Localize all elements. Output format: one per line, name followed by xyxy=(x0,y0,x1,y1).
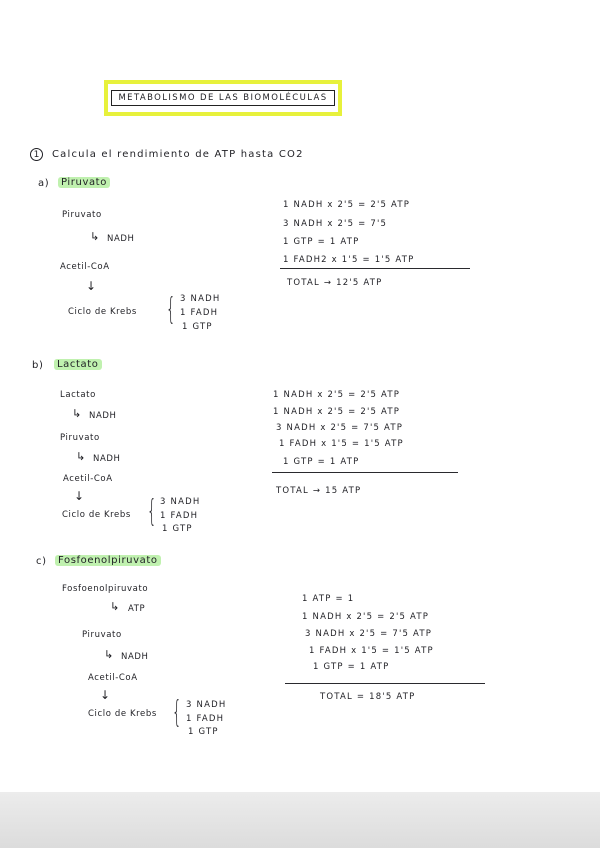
c-step-krebs: Ciclo de Krebs xyxy=(88,709,157,719)
b-total: TOTAL → 15 ATP xyxy=(276,486,362,496)
exercise-number: 1 xyxy=(30,148,43,161)
a-calc-line: 1 FADH2 x 1'5 = 1'5 ATP xyxy=(283,255,415,265)
b-calc-line: 1 GTP = 1 ATP xyxy=(283,457,360,467)
sum-rule xyxy=(280,268,470,269)
branch-arrow-icon: ↳ xyxy=(90,230,100,243)
b-krebs-product: 1 FADH xyxy=(160,511,199,521)
b-calc-line: 3 NADH x 2'5 = 7'5 ATP xyxy=(276,423,404,433)
brace-icon: { xyxy=(166,292,176,327)
b-krebs-product: 1 GTP xyxy=(162,524,193,534)
branch-arrow-icon: ↳ xyxy=(72,407,82,420)
a-step-krebs: Ciclo de Krebs xyxy=(68,307,137,317)
a-calc-line: 3 NADH x 2'5 = 7'5 xyxy=(283,219,388,229)
section-c-heading: Fosfoenolpiruvato xyxy=(55,555,161,566)
sum-rule xyxy=(272,472,458,473)
a-krebs-product: 1 GTP xyxy=(182,322,213,332)
a-krebs-product: 3 NADH xyxy=(180,294,221,304)
b-calc-line: 1 FADH x 1'5 = 1'5 ATP xyxy=(279,439,404,449)
b-krebs-product: 3 NADH xyxy=(160,497,201,507)
c-krebs-product: 1 FADH xyxy=(186,714,225,724)
c-calc-line: 1 GTP = 1 ATP xyxy=(313,662,390,672)
section-a-heading: Piruvato xyxy=(58,177,110,188)
a-calc-line: 1 NADH x 2'5 = 2'5 ATP xyxy=(283,200,411,210)
branch-arrow-icon: ↳ xyxy=(104,648,114,661)
a-step-piruvato: Piruvato xyxy=(62,210,102,220)
brace-icon: { xyxy=(172,695,182,730)
section-b-heading: Lactato xyxy=(54,359,102,370)
brace-icon: { xyxy=(147,494,157,529)
c-calc-line: 3 NADH x 2'5 = 7'5 ATP xyxy=(305,629,433,639)
b-step-lactato: Lactato xyxy=(60,390,96,400)
b-calc-line: 1 NADH x 2'5 = 2'5 ATP xyxy=(273,390,401,400)
down-arrow-icon: ↓ xyxy=(74,489,85,503)
c-step-atp: ATP xyxy=(128,604,146,614)
page-title: METABOLISMO DE LAS BIOMOLÉCULAS xyxy=(111,90,334,106)
section-a-label: a) xyxy=(38,178,50,189)
sum-rule xyxy=(285,683,485,684)
b-step-acetil: Acetil-CoA xyxy=(63,474,113,484)
b-step-piruvato: Piruvato xyxy=(60,433,100,443)
c-calc-line: 1 NADH x 2'5 = 2'5 ATP xyxy=(302,612,430,622)
b-calc-line: 1 NADH x 2'5 = 2'5 ATP xyxy=(273,407,401,417)
title-frame xyxy=(104,80,342,116)
section-b-label: b) xyxy=(32,360,44,371)
section-c-label: c) xyxy=(36,556,47,567)
c-total: TOTAL = 18'5 ATP xyxy=(320,692,416,702)
a-total: TOTAL → 12'5 ATP xyxy=(287,278,383,288)
c-step-nadh: NADH xyxy=(121,652,149,662)
c-step-fosfoenolpiruvato: Fosfoenolpiruvato xyxy=(62,584,149,594)
c-calc-line: 1 ATP = 1 xyxy=(302,594,355,604)
a-step-nadh: NADH xyxy=(107,234,135,244)
exercise-prompt: Calcula el rendimiento de ATP hasta CO2 xyxy=(52,149,304,160)
a-krebs-product: 1 FADH xyxy=(180,308,219,318)
c-krebs-product: 3 NADH xyxy=(186,700,227,710)
down-arrow-icon: ↓ xyxy=(100,688,111,702)
down-arrow-icon: ↓ xyxy=(86,279,97,293)
b-step-krebs: Ciclo de Krebs xyxy=(62,510,131,520)
c-step-piruvato: Piruvato xyxy=(82,630,122,640)
b-step-nadh: NADH xyxy=(89,411,117,421)
c-krebs-product: 1 GTP xyxy=(188,727,219,737)
b-step-nadh: NADH xyxy=(93,454,121,464)
a-step-acetil: Acetil-CoA xyxy=(60,262,110,272)
branch-arrow-icon: ↳ xyxy=(76,450,86,463)
c-step-acetil: Acetil-CoA xyxy=(88,673,138,683)
branch-arrow-icon: ↳ xyxy=(110,600,120,613)
a-calc-line: 1 GTP = 1 ATP xyxy=(283,237,360,247)
page-bottom-shadow xyxy=(0,792,600,848)
c-calc-line: 1 FADH x 1'5 = 1'5 ATP xyxy=(309,646,434,656)
